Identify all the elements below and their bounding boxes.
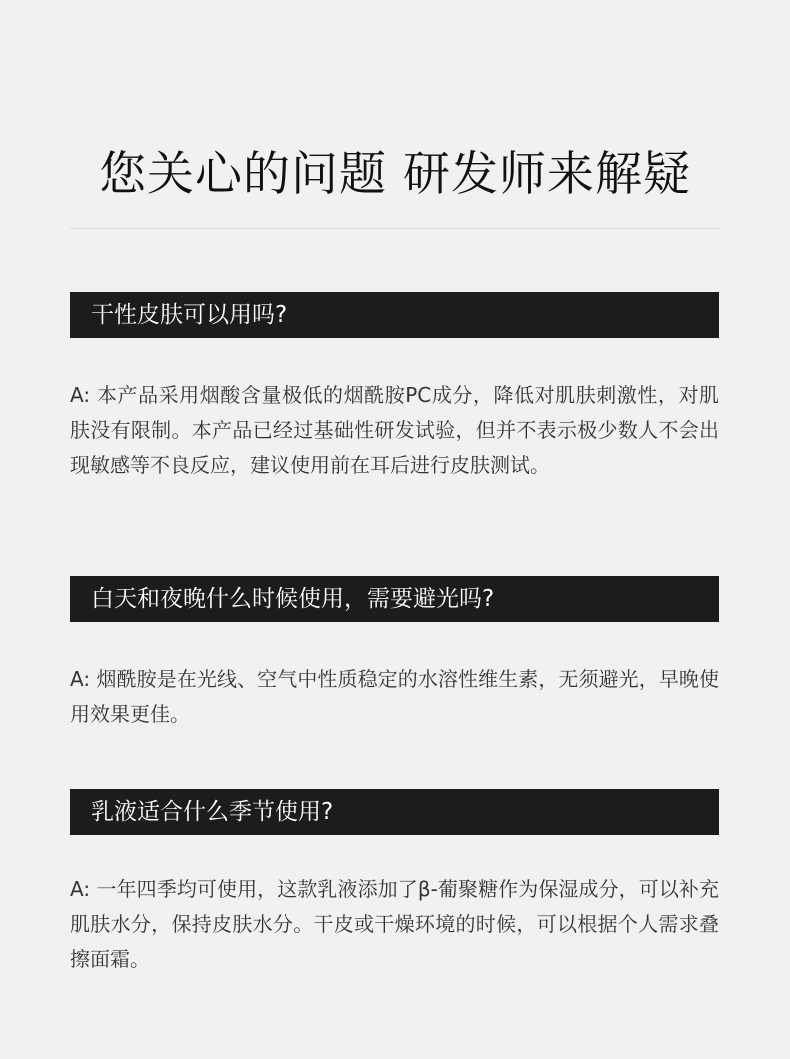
- faq-answer: A: 本产品采用烟酸含量极低的烟酰胺PC成分，降低对肌肤刺激性，对肌肤没有限制。本产品已经过基础性研发试验，但并不表示极少数人不会出现敏感等不良反应，建议使用前在耳后进行皮肤测试。: [70, 383, 719, 477]
- page-title: 您关心的问题 研发师来解疑: [99, 147, 691, 203]
- faq-item: [70, 576, 719, 732]
- faq-answer: A: 一年四季均可使用，这款乳液添加了β-葡聚糖作为保湿成分，可以补充肌肤水分，保持皮肤水分。干皮或干燥环境的时候，可以根据个人需求叠擦面霜。: [70, 877, 719, 971]
- faq-item: [70, 292, 719, 483]
- title-divider: [70, 228, 719, 229]
- faq-question: 乳液适合什么季节使用?: [70, 789, 719, 835]
- faq-question: 干性皮肤可以用吗?: [70, 292, 719, 338]
- faq-question: 白天和夜晚什么时候使用，需要避光吗?: [70, 576, 719, 622]
- faq-answer: A: 烟酰胺是在光线、空气中性质稳定的水溶性维生素，无须避光，早晚使用效果更佳。: [70, 667, 719, 726]
- faq-item: [70, 789, 719, 977]
